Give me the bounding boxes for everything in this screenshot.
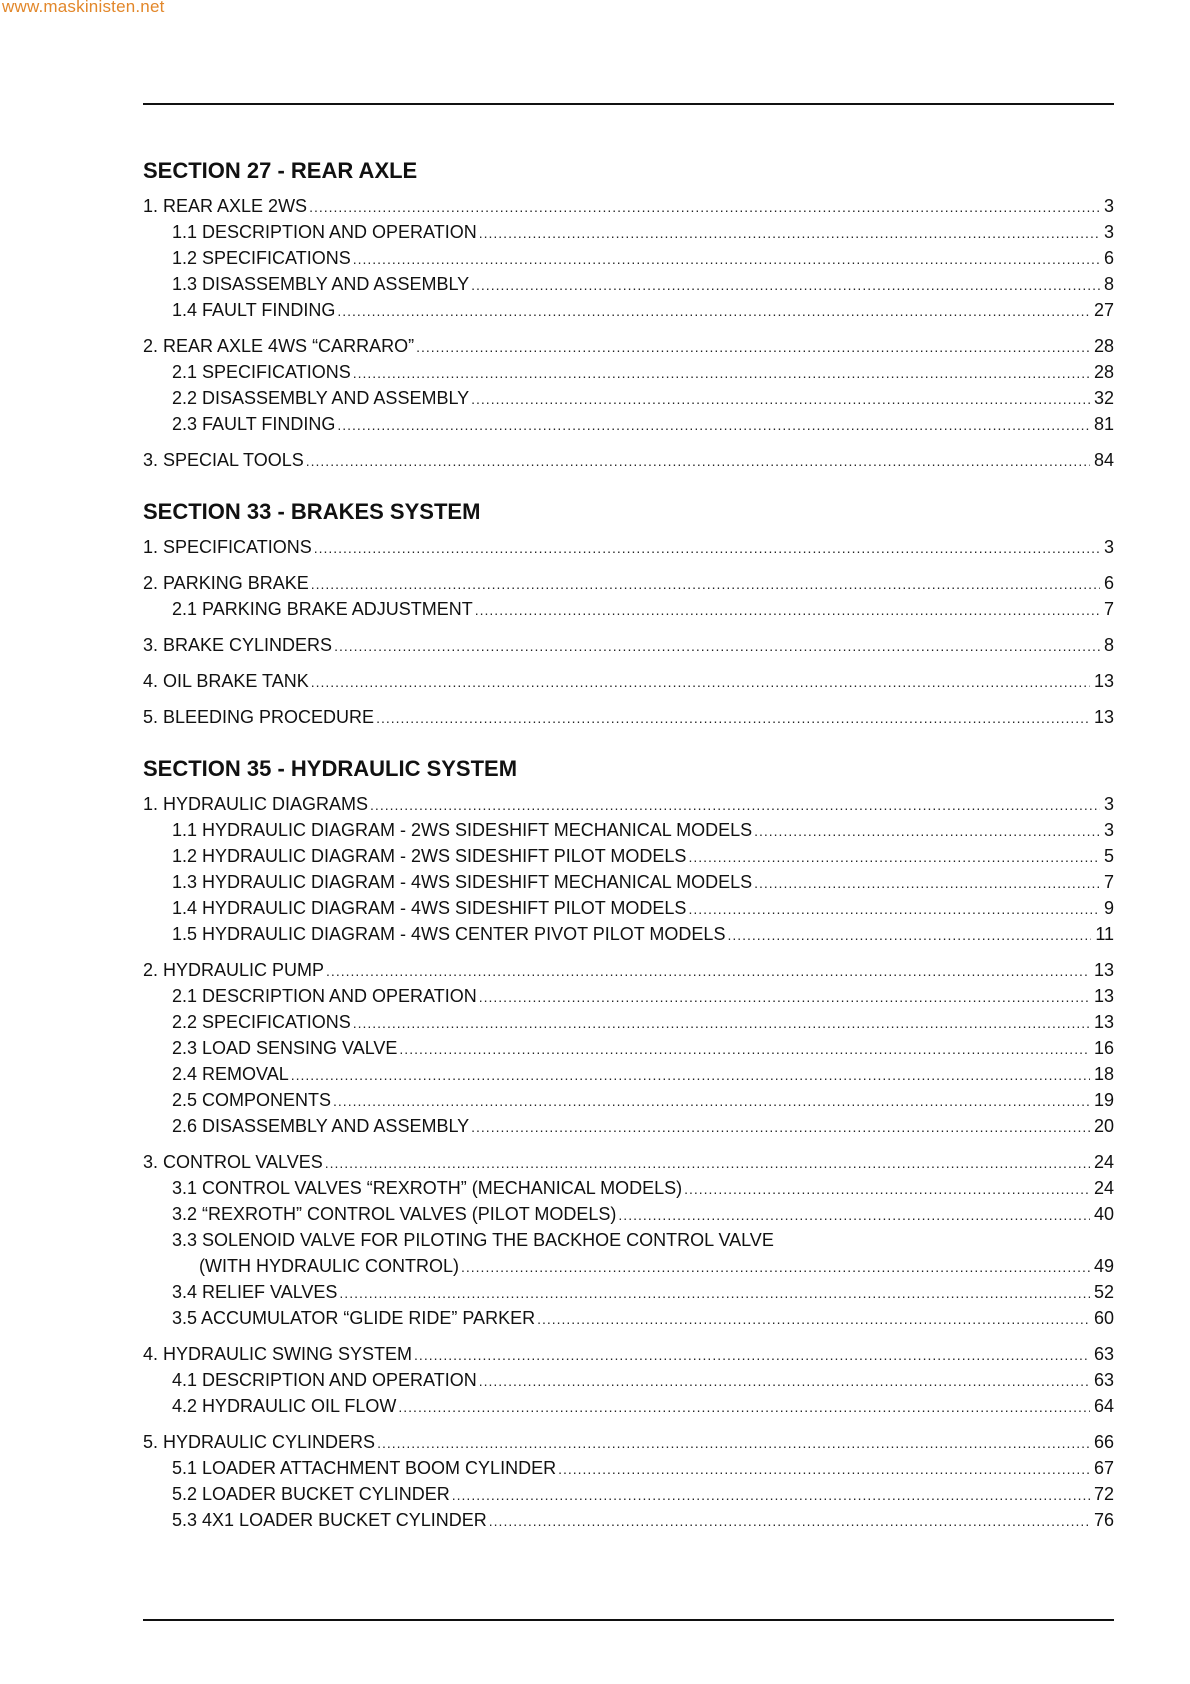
toc-entry[interactable] — [143, 1087, 1114, 1113]
dot-leader — [414, 1342, 1090, 1368]
toc-entry[interactable] — [143, 1305, 1114, 1331]
dot-leader — [376, 705, 1090, 731]
toc-entry-label: 2.1 DESCRIPTION AND OPERATION — [172, 986, 477, 1006]
toc-group — [143, 704, 1114, 730]
dot-leader — [479, 220, 1100, 246]
toc-entry-label: 2. REAR AXLE 4WS “CARRARO” — [143, 336, 415, 356]
toc-entry-label: 2. PARKING BRAKE — [143, 573, 309, 593]
toc-entry-label: 5.3 4X1 LOADER BUCKET CYLINDER — [172, 1510, 487, 1530]
toc-entry-label: 1.1 DESCRIPTION AND OPERATION — [172, 222, 477, 242]
dot-leader — [754, 818, 1100, 844]
dot-leader — [291, 1062, 1090, 1088]
dot-leader — [325, 1150, 1090, 1176]
toc-entry[interactable] — [143, 1035, 1114, 1061]
toc-entry-page: 60 — [1093, 1308, 1114, 1328]
dot-leader — [398, 1394, 1090, 1420]
toc-section — [143, 155, 1114, 473]
toc-entry[interactable] — [143, 1341, 1114, 1367]
toc-entry[interactable] — [143, 921, 1114, 947]
dot-leader — [684, 1176, 1090, 1202]
toc-entry-page: 72 — [1093, 1484, 1114, 1504]
toc-entry-page: 84 — [1093, 450, 1114, 470]
toc-entry-page: 20 — [1093, 1116, 1114, 1136]
dot-leader — [479, 984, 1090, 1010]
toc-entry-page: 52 — [1093, 1282, 1114, 1302]
toc-entry-page: 3 — [1103, 820, 1114, 840]
toc-entry[interactable] — [143, 843, 1114, 869]
toc-entry-page: 18 — [1093, 1064, 1114, 1084]
toc-entry-label: 1.4 HYDRAULIC DIAGRAM - 4WS SIDESHIFT PILOT MODELS — [172, 898, 687, 918]
toc-entry-label: 1.5 HYDRAULIC DIAGRAM - 4WS CENTER PIVOT PILOT MODELS — [172, 924, 726, 944]
toc-entry[interactable] — [143, 1253, 1114, 1279]
dot-leader — [399, 1036, 1090, 1062]
toc-entry[interactable] — [143, 193, 1114, 219]
toc-entry-page: 28 — [1093, 362, 1114, 382]
toc-entry[interactable] — [143, 1009, 1114, 1035]
toc-entry-page: 13 — [1093, 960, 1114, 980]
toc-entry[interactable] — [143, 817, 1114, 843]
dot-leader — [311, 571, 1100, 597]
dot-leader — [471, 386, 1090, 412]
toc-section — [143, 753, 1114, 1533]
dot-leader — [452, 1482, 1090, 1508]
toc-entry[interactable] — [143, 1393, 1114, 1419]
toc-entry[interactable] — [143, 704, 1114, 730]
toc-entry-page: 13 — [1093, 986, 1114, 1006]
toc-entry-page: 3 — [1103, 794, 1114, 814]
toc-group — [143, 193, 1114, 323]
toc-entry-label: 4. HYDRAULIC SWING SYSTEM — [143, 1344, 413, 1364]
toc-entry[interactable] — [143, 1367, 1114, 1393]
toc-entry-label: 1.3 HYDRAULIC DIAGRAM - 4WS SIDESHIFT MECHANICAL MODELS — [172, 872, 753, 892]
toc-entry-label: 2.6 DISASSEMBLY AND ASSEMBLY — [172, 1116, 470, 1136]
toc-entry[interactable] — [143, 297, 1114, 323]
dot-leader — [479, 1368, 1090, 1394]
toc-entry-label: 4.1 DESCRIPTION AND OPERATION — [172, 1370, 477, 1390]
dot-leader — [475, 597, 1100, 623]
toc-entry[interactable] — [143, 1227, 1114, 1253]
bottom-rule — [143, 1619, 1114, 1621]
dot-leader — [314, 535, 1100, 561]
dot-leader — [353, 360, 1090, 386]
toc-entry-label: 1. REAR AXLE 2WS — [143, 196, 308, 216]
toc-entry[interactable] — [143, 957, 1114, 983]
toc-group — [143, 534, 1114, 560]
dot-leader — [688, 844, 1100, 870]
toc-entry-label: 5.1 LOADER ATTACHMENT BOOM CYLINDER — [172, 1458, 557, 1478]
toc-entry-page: 13 — [1093, 671, 1114, 691]
toc-entry-label: 1.4 FAULT FINDING — [172, 300, 336, 320]
toc-entry-page: 63 — [1093, 1370, 1114, 1390]
toc-entry-page: 40 — [1093, 1204, 1114, 1224]
toc-entry[interactable] — [143, 791, 1114, 817]
toc-group — [143, 791, 1114, 947]
toc-entry-label: 2.4 REMOVAL — [172, 1064, 289, 1084]
toc-entry-page: 67 — [1093, 1458, 1114, 1478]
toc-entry[interactable] — [143, 219, 1114, 245]
toc-entry-label: 4.2 HYDRAULIC OIL FLOW — [172, 1396, 397, 1416]
toc-entry[interactable] — [143, 1113, 1114, 1139]
toc-entry-page: 24 — [1093, 1178, 1114, 1198]
toc-entry-page: 6 — [1103, 248, 1114, 268]
toc-entry[interactable] — [143, 1279, 1114, 1305]
dot-leader — [370, 792, 1100, 818]
toc-entry[interactable] — [143, 333, 1114, 359]
toc-entry-page: 19 — [1093, 1090, 1114, 1110]
toc-entry[interactable] — [143, 447, 1114, 473]
toc-entry-label: 1. HYDRAULIC DIAGRAMS — [143, 794, 369, 814]
toc-entry-label: (WITH HYDRAULIC CONTROL) — [199, 1256, 459, 1276]
section-title: SECTION 27 - REAR AXLE — [143, 158, 418, 183]
toc-group — [143, 333, 1114, 437]
toc-entry-page: 27 — [1093, 300, 1114, 320]
toc-entry-label: 2.1 SPECIFICATIONS — [172, 362, 351, 382]
toc-entry-page: 13 — [1093, 707, 1114, 727]
toc-entry-page: 49 — [1093, 1256, 1114, 1276]
toc-entry-page: 6 — [1103, 573, 1114, 593]
dot-leader — [537, 1306, 1090, 1332]
dot-leader — [377, 1430, 1090, 1456]
toc-entry-page: 3 — [1103, 196, 1114, 216]
toc-entry[interactable] — [143, 1455, 1114, 1481]
toc-entry[interactable] — [143, 271, 1114, 297]
toc-entry-page: 8 — [1103, 274, 1114, 294]
toc-entry-page: 11 — [1095, 924, 1114, 944]
toc-entry-page: 63 — [1093, 1344, 1114, 1364]
toc-entry-label: 3.1 CONTROL VALVES “REXROTH” (MECHANICAL MODELS) — [172, 1178, 683, 1198]
dot-leader — [489, 1508, 1090, 1534]
toc-entry[interactable] — [143, 1149, 1114, 1175]
toc-entry[interactable] — [143, 1175, 1114, 1201]
toc-entry-page: 13 — [1093, 1012, 1114, 1032]
toc-entry-page: 76 — [1093, 1510, 1114, 1530]
toc-group — [143, 632, 1114, 658]
toc-entry-label: 2.5 COMPONENTS — [172, 1090, 332, 1110]
toc-entry-label: 3. BRAKE CYLINDERS — [143, 635, 333, 655]
toc-entry[interactable] — [143, 1481, 1114, 1507]
toc-entry-label: 3.4 RELIEF VALVES — [172, 1282, 338, 1302]
toc-entry-page: 7 — [1103, 599, 1114, 619]
toc-entry[interactable] — [143, 668, 1114, 694]
toc-entry-label: 2. HYDRAULIC PUMP — [143, 960, 325, 980]
toc-entry[interactable] — [143, 895, 1114, 921]
toc-entry-page: 8 — [1103, 635, 1114, 655]
dot-leader — [471, 272, 1100, 298]
toc-section — [143, 496, 1114, 730]
dot-leader — [688, 896, 1100, 922]
toc-entry-label: 2.3 FAULT FINDING — [172, 414, 336, 434]
toc-entry-page: 81 — [1093, 414, 1114, 434]
dot-leader — [309, 194, 1100, 220]
toc-entry-label: 2.2 DISASSEMBLY AND ASSEMBLY — [172, 388, 470, 408]
toc-entry[interactable] — [143, 245, 1114, 271]
toc-entry-label: 2.3 LOAD SENSING VALVE — [172, 1038, 398, 1058]
toc-entry-page: 28 — [1093, 336, 1114, 356]
top-rule — [143, 103, 1114, 105]
toc-entry-page: 5 — [1103, 846, 1114, 866]
toc-entry-page: 9 — [1103, 898, 1114, 918]
dot-leader — [306, 448, 1090, 474]
toc-group — [143, 1429, 1114, 1533]
toc-entry-page: 66 — [1093, 1432, 1114, 1452]
dot-leader — [558, 1456, 1090, 1482]
toc-entry[interactable] — [143, 632, 1114, 658]
watermark-link[interactable]: www.maskinisten.net — [2, 0, 165, 16]
toc-group — [143, 570, 1114, 622]
toc-entry-label: 3.2 “REXROTH” CONTROL VALVES (PILOT MODELS) — [172, 1204, 617, 1224]
section-title: SECTION 35 - HYDRAULIC SYSTEM — [143, 756, 518, 781]
dot-leader — [353, 246, 1100, 272]
dot-leader — [416, 334, 1090, 360]
toc-entry-page: 3 — [1103, 537, 1114, 557]
toc-entry-label: 4. OIL BRAKE TANK — [143, 671, 309, 691]
toc-entry-label: 5.2 LOADER BUCKET CYLINDER — [172, 1484, 450, 1504]
toc-entry[interactable] — [143, 1429, 1114, 1455]
table-of-contents — [143, 155, 1114, 1556]
toc-entry-label: 3. CONTROL VALVES — [143, 1152, 323, 1172]
dot-leader — [311, 669, 1090, 695]
toc-entry-page: 16 — [1093, 1038, 1114, 1058]
toc-entry-page: 32 — [1093, 388, 1114, 408]
toc-entry-label: 2.1 PARKING BRAKE ADJUSTMENT — [172, 599, 473, 619]
dot-leader — [337, 412, 1090, 438]
toc-entry[interactable] — [143, 869, 1114, 895]
dot-leader — [326, 958, 1090, 984]
toc-entry-label: 3. SPECIAL TOOLS — [143, 450, 304, 470]
toc-entry-page: 3 — [1103, 222, 1114, 242]
toc-entry[interactable] — [143, 1201, 1114, 1227]
dot-leader — [334, 633, 1100, 659]
toc-group — [143, 668, 1114, 694]
dot-leader — [471, 1114, 1090, 1140]
toc-entry[interactable] — [143, 1507, 1114, 1533]
toc-entry-label: 1. SPECIFICATIONS — [143, 537, 312, 557]
dot-leader — [353, 1010, 1090, 1036]
toc-entry-page: 64 — [1093, 1396, 1114, 1416]
dot-leader — [727, 922, 1091, 948]
toc-entry[interactable] — [143, 411, 1114, 437]
toc-entry-label: 1.3 DISASSEMBLY AND ASSEMBLY — [172, 274, 470, 294]
toc-entry-label: 1.1 HYDRAULIC DIAGRAM - 2WS SIDESHIFT MECHANICAL MODELS — [172, 820, 753, 840]
toc-entry[interactable] — [143, 570, 1114, 596]
toc-entry-label: 3.5 ACCUMULATOR “GLIDE RIDE” PARKER — [172, 1308, 536, 1328]
toc-entry-label: 3.3 SOLENOID VALVE FOR PILOTING THE BACKHOE CONTROL VALVE — [172, 1230, 774, 1250]
toc-entry-label: 1.2 SPECIFICATIONS — [172, 248, 351, 268]
toc-group — [143, 1341, 1114, 1419]
dot-leader — [618, 1202, 1090, 1228]
toc-entry-label: 5. HYDRAULIC CYLINDERS — [143, 1432, 376, 1452]
section-title: SECTION 33 - BRAKES SYSTEM — [143, 499, 481, 524]
toc-entry[interactable] — [143, 534, 1114, 560]
toc-entry-label: 5. BLEEDING PROCEDURE — [143, 707, 375, 727]
dot-leader — [754, 870, 1100, 896]
toc-entry[interactable] — [143, 1061, 1114, 1087]
toc-entry[interactable] — [143, 596, 1114, 622]
toc-group — [143, 447, 1114, 473]
toc-group — [143, 1149, 1114, 1331]
toc-entry-page: 7 — [1103, 872, 1114, 892]
toc-entry-page: 24 — [1093, 1152, 1114, 1172]
toc-entry-label: 2.2 SPECIFICATIONS — [172, 1012, 351, 1032]
toc-group — [143, 957, 1114, 1139]
toc-entry[interactable] — [143, 983, 1114, 1009]
toc-entry[interactable] — [143, 359, 1114, 385]
dot-leader — [461, 1254, 1090, 1280]
toc-entry[interactable] — [143, 385, 1114, 411]
dot-leader — [339, 1280, 1090, 1306]
dot-leader — [333, 1088, 1090, 1114]
dot-leader — [337, 298, 1090, 324]
toc-entry-label: 1.2 HYDRAULIC DIAGRAM - 2WS SIDESHIFT PILOT MODELS — [172, 846, 687, 866]
